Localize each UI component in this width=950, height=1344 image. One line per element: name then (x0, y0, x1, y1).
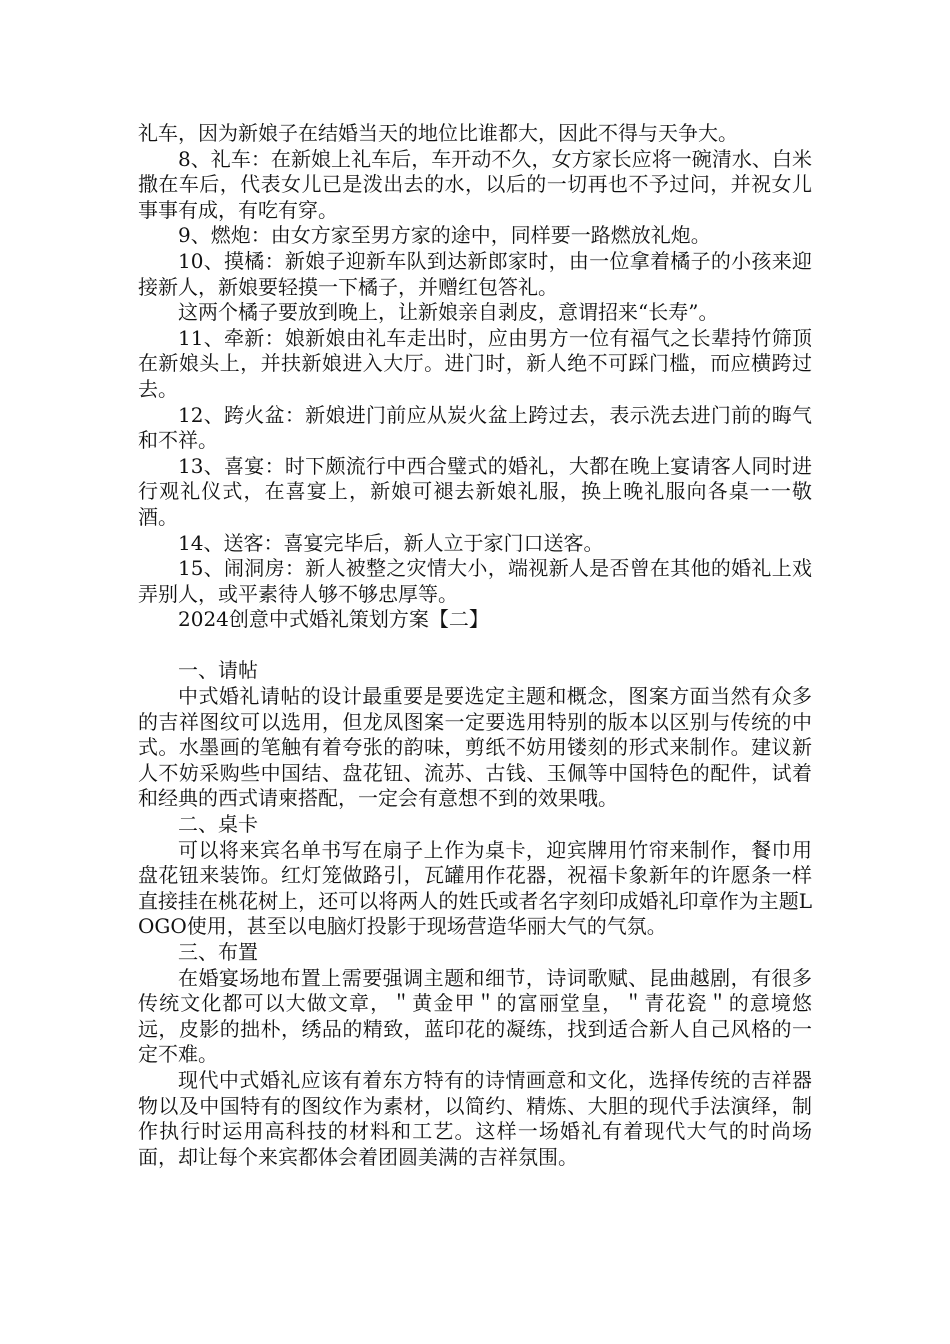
paragraph: 现代中式婚礼应该有着东方特有的诗情画意和文化，选择传统的吉祥器物以及中国特有的图纹作为素材，以简约、精炼、大胆的现代手法演绎，制作执行时运用高科技的材料和工艺。这样一场婚礼有着现代大气的时尚场面，却让每个来宾都体会着团圆美满的吉祥氛围。 (138, 1067, 812, 1169)
paragraph: 12、跨火盆：新娘进门前应从炭火盆上跨过去，表示洗去进门前的晦气和不祥。 (138, 402, 812, 453)
section-heading: 二、桌卡 (178, 812, 258, 837)
paragraph: 14、送客：喜宴完毕后，新人立于家门口送客。 (178, 530, 604, 555)
paragraph: 礼车，因为新娘子在结婚当天的地位比谁都大，因此不得与天争大。 (138, 121, 738, 145)
section-heading: 三、布置 (178, 940, 258, 964)
paragraph: 9、燃炮：由女方家至男方家的途中，同样要一路燃放礼炮。 (178, 223, 711, 248)
paragraph: 11、牵新：娘新娘由礼车走出时，应由男方一位有福气之长辈持竹筛顶在新娘头上，并扶新娘进入大厅。进门时，新人绝不可踩门槛，而应横跨过去。 (138, 325, 812, 401)
paragraph: 在婚宴场地布置上需要强调主题和细节，诗词歌赋、昆曲越剧，有很多传统文化都可以大做文章，＂黄金甲＂的富丽堂皇，＂青花瓷＂的意境悠远，皮影的拙朴，绣品的精致，蓝印花的凝练，找到适合新人自己风格的一定不难。 (138, 965, 812, 1067)
paragraph: 这两个橘子要放到晚上，让新娘亲自剥皮，意谓招来“长寿”。 (178, 300, 719, 325)
paragraph: 15、闹洞房：新人被整之灾情大小，端视新人是否曾在其他的婚礼上戏弄别人，或平素待人够不够忠厚等。 (138, 556, 812, 606)
paragraph: 10、摸橘：新娘子迎新车队到达新郎家时，由一位拿着橘子的小孩来迎接新人，新娘要轻摸一下橘子，并赠红包答礼。 (138, 248, 812, 299)
paragraph: 中式婚礼请帖的设计最重要是要选定主题和概念，图案方面当然有众多的吉祥图纹可以选用，但龙凤图案一定要选用特别的版本以区别与传统的中式。水墨画的笔触有着夸张的韵味，剪纸不妨用镂刻的形式来制作。建议新人不妨采购些中国结、盘花钮、流苏、古钱、玉佩等中国特色的配件，试着和经典的西式请柬搭配，一定会有意想不到的效果哦。 (138, 684, 812, 811)
section-title: 2024创意中式婚礼策划方案【二】 (178, 607, 489, 632)
section-heading: 一、请帖 (178, 658, 258, 683)
paragraph: 8、礼车：在新娘上礼车后，车开动不久，女方家长应将一碗清水、白米撒在车后，代表女儿已是泼出去的水，以后的一切再也不予过问，并祝女儿事事有成，有吃有穿。 (138, 146, 812, 222)
paragraph: 可以将来宾名单书写在扇子上作为桌卡，迎宾牌用竹帘来制作，餐巾用盘花钮来装饰。红灯笼做路引，瓦罐用作花器，祝福卡象新年的许愿条一样直接挂在桃花树上，还可以将两人的姓氏或者名字刻印成婚礼印章作为主题LOGO使用，甚至以电脑灯投影于现场营造华丽大气的气氛。 (138, 837, 812, 939)
document-page (138, 121, 812, 1170)
paragraph: 13、喜宴：时下颇流行中西合璧式的婚礼，大都在晚上宴请客人同时进行观礼仪式，在喜宴上，新娘可褪去新娘礼服，换上晚礼服向各桌一一敬酒。 (138, 453, 812, 529)
blank-line (138, 633, 812, 659)
